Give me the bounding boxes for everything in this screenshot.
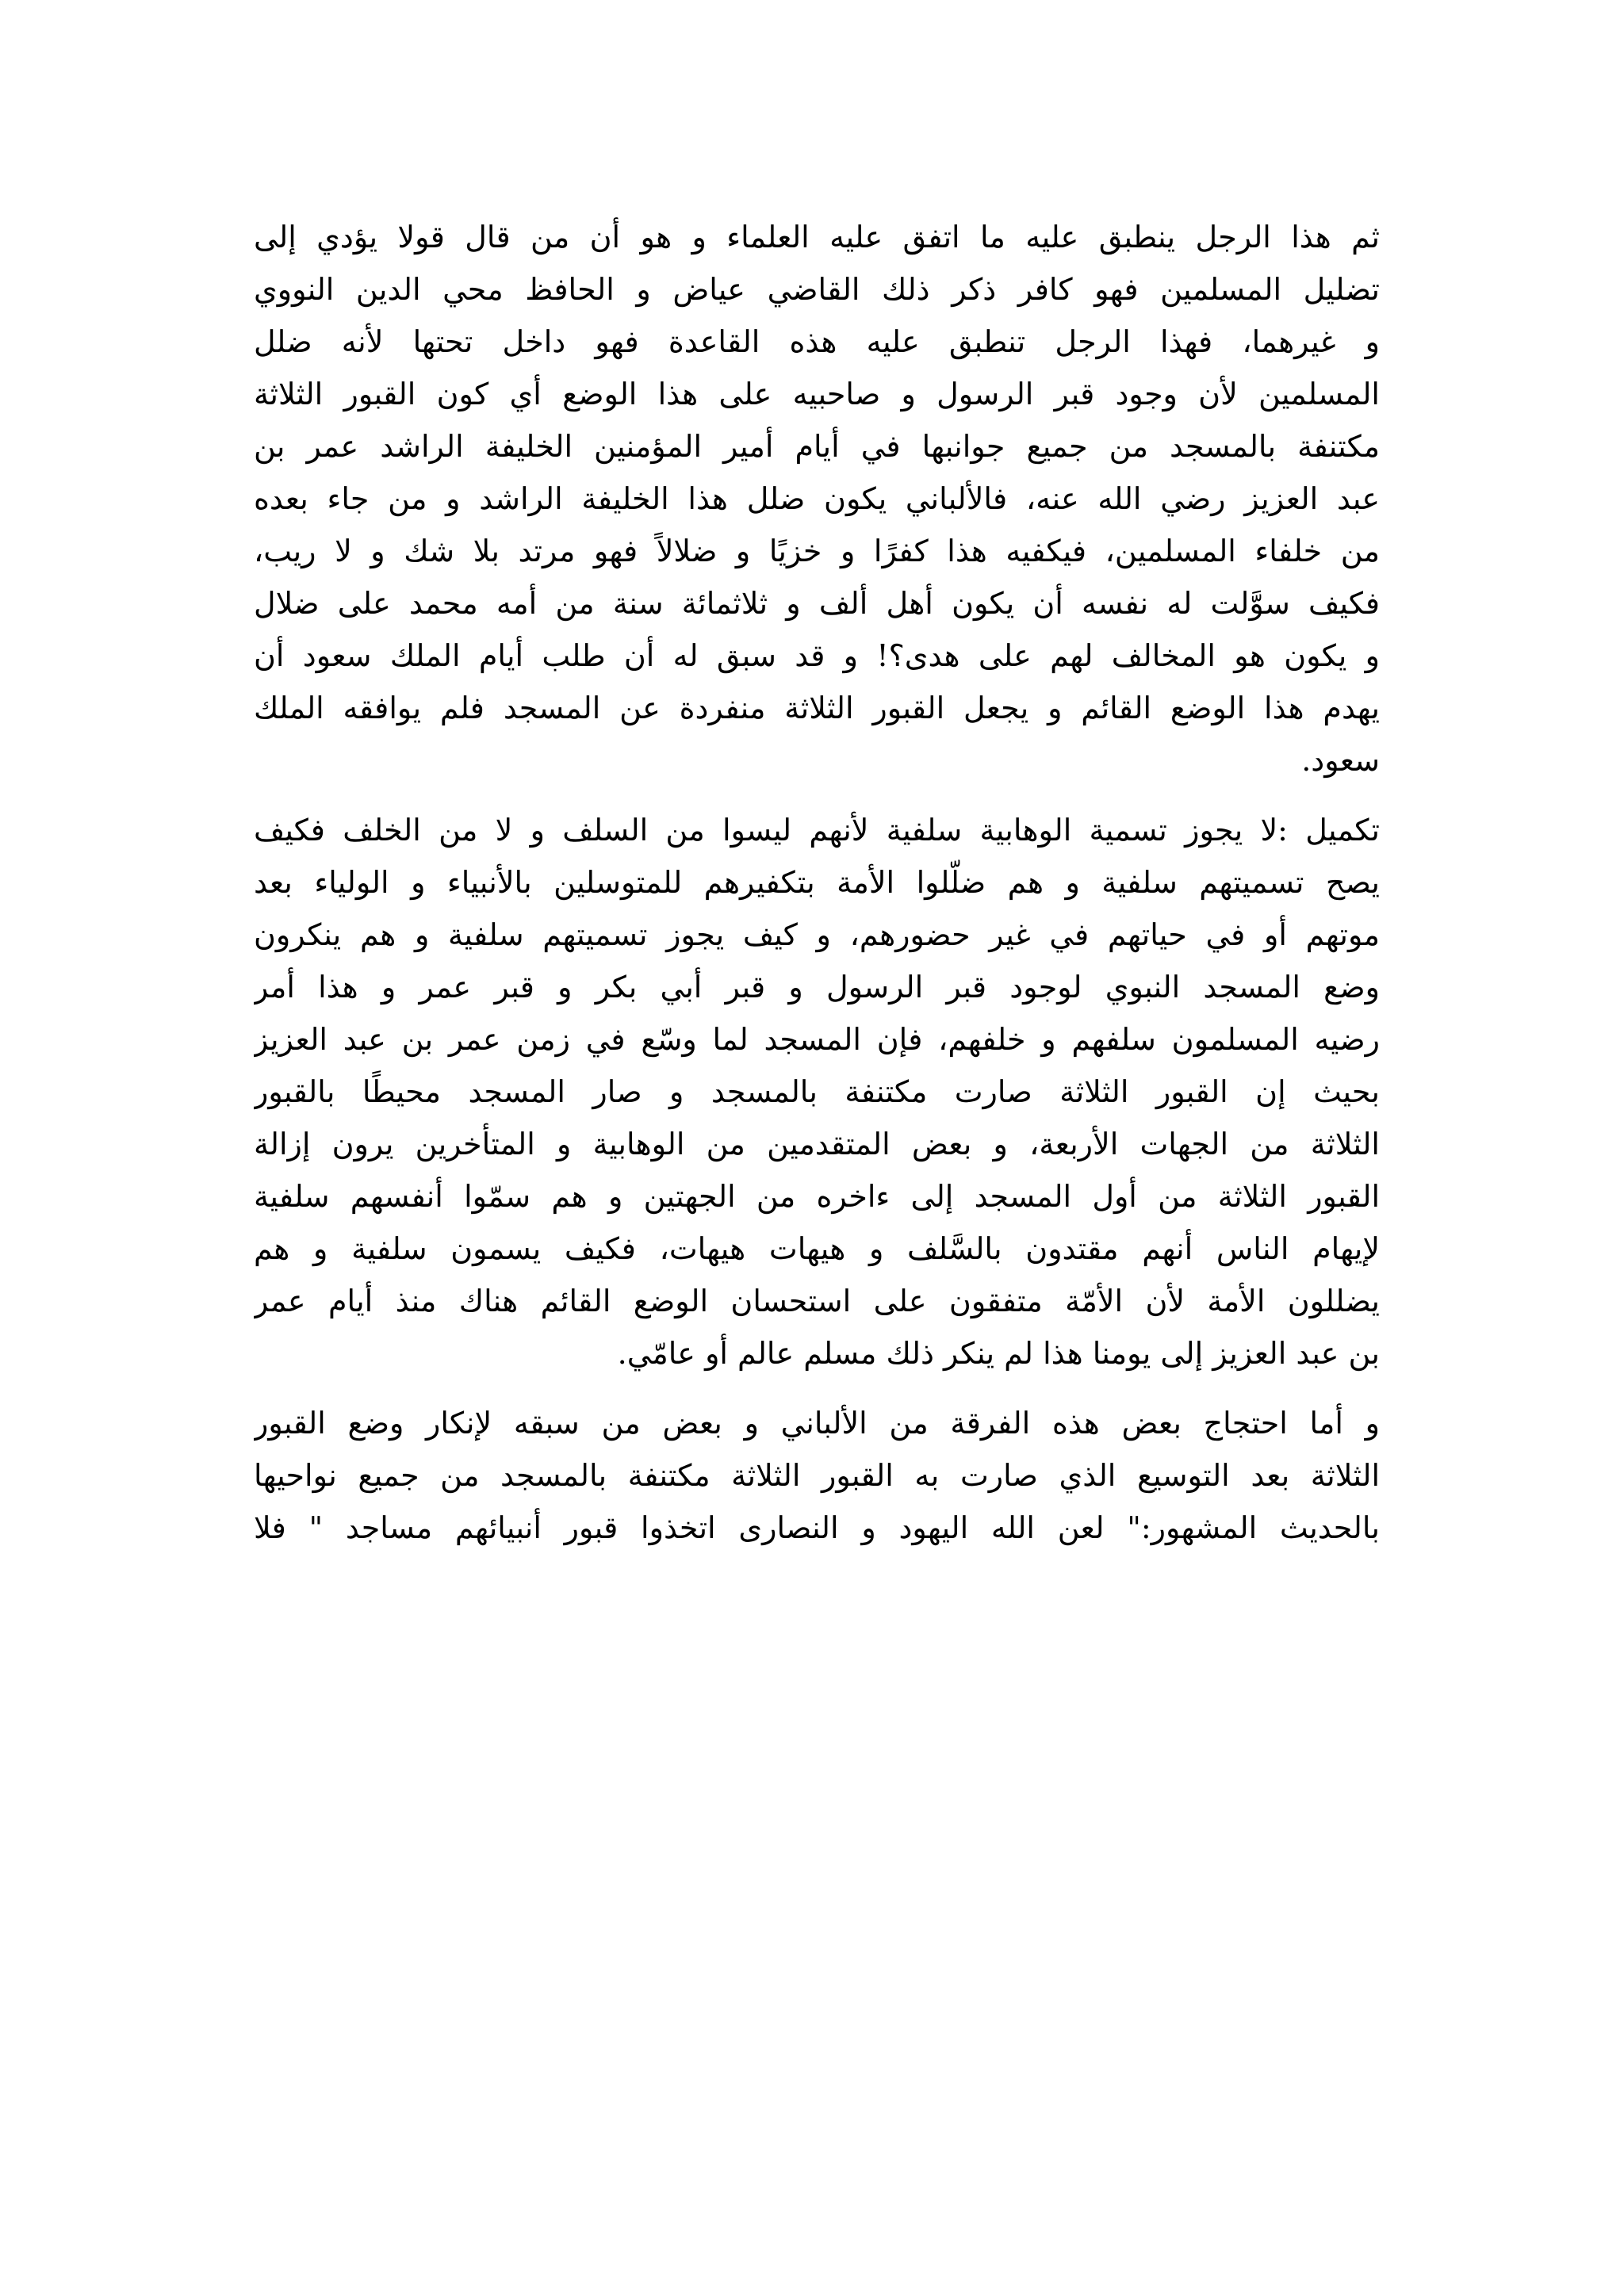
text-line: تضليل المسلمين فهو كافر ذكر ذلك القاضي عياض و الحافظ محي الدين النووي (254, 272, 1380, 307)
text-line: الثلاثة من الجهات الأربعة، و بعض المتقدمين من الوهابية و المتأخرين يرون إزالة (254, 1127, 1380, 1161)
text-line: يضللون الأمة لأن الأمّة متفقون على استحسان الوضع القائم هناك منذ أيام عمر (254, 1284, 1380, 1318)
text-line: وضع المسجد النبوي لوجود قبر الرسول و قبر أبي بكر و قبر عمر و هذا أمر (254, 970, 1380, 1004)
text-line: المسلمين لأن وجود قبر الرسول و صاحبيه على هذا الوضع أي كون القبور الثلاثة (254, 377, 1380, 411)
text-line: بحيث إن القبور الثلاثة صارت مكتنفة بالمسجد و صار المسجد محيطًا بالقبور (254, 1074, 1380, 1109)
paragraph (254, 804, 1380, 1380)
text-line: بالحديث المشهور:" لعن الله اليهود و النصارى اتخذوا قبور أنبيائهم مساجد " فلا (254, 1510, 1380, 1545)
text-line: رضيه المسلمون سلفهم و خلفهم، فإن المسجد لما وسّع في زمن عمر بن عبد العزيز (254, 1022, 1380, 1057)
paragraph-gap (254, 1380, 1380, 1397)
text-line: يهدم هذا الوضع القائم و يجعل القبور الثلاثة منفردة عن المسجد فلم يوافقه الملك (254, 691, 1380, 725)
article-body (254, 211, 1380, 1554)
text-line: و يكون هو المخالف لهم على هدى؟! و قد سبق له أن طلب أيام الملك سعود أن (254, 638, 1380, 673)
text-line: موتهم أو في حياتهم في غير حضورهم، و كيف يجوز تسميتهم سلفية و هم ينكرون (254, 917, 1380, 952)
text-line: و أما احتجاج بعض هذه الفرقة من الألباني و بعض من سبقه لإنكار وضع القبور (254, 1406, 1380, 1441)
paragraph (254, 1397, 1380, 1554)
paragraph-gap (254, 786, 1380, 804)
text-line: القبور الثلاثة من أول المسجد إلى ءاخره من الجهتين و هم سمّوا أنفسهم سلفية (254, 1179, 1380, 1214)
text-line: بن عبد العزيز إلى يومنا هذا لم ينكر ذلك مسلم عالم أو عامّي. (617, 1336, 1380, 1371)
text-line: تكميل :لا يجوز تسمية الوهابية سلفية لأنهم ليسوا من السلف و لا من الخلف فكيف (254, 813, 1380, 848)
text-line: سعود. (1301, 743, 1380, 778)
text-line: مكتنفة بالمسجد من جميع جوانبها في أيام أمير المؤمنين الخليفة الراشد عمر بن (254, 429, 1380, 464)
text-line: من خلفاء المسلمين، فيكفيه هذا كفرًا و خزيًا و ضلالاً فهو مرتد بلا شك و لا ريب، (254, 534, 1380, 568)
text-line: لإيهام الناس أنهم مقتدون بالسَّلف و هيهات هيهات، فكيف يسمون سلفية و هم (254, 1231, 1380, 1266)
text-line: عبد العزيز رضي الله عنه، فالألباني يكون ضلل هذا الخليفة الراشد و من جاء بعده (254, 481, 1380, 516)
text-line: فكيف سوَّلت له نفسه أن يكون أهل ألف و ثلاثمائة سنة من أمه محمد على ضلال (254, 586, 1380, 621)
text-line: يصح تسميتهم سلفية و هم ضلّلوا الأمة بتكفيرهم للمتوسلين بالأنبياء و الولياء بعد (254, 865, 1380, 900)
text-line: ثم هذا الرجل ينطبق عليه ما اتفق عليه العلماء و هو أن من قال قولا يؤدي إلى (254, 220, 1380, 254)
text-line: و غيرهما، فهذا الرجل تنطبق عليه هذه القاعدة فهو داخل تحتها لأنه ضلل (254, 324, 1380, 359)
text-line: الثلاثة بعد التوسيع الذي صارت به القبور الثلاثة مكتنفة بالمسجد من جميع نواحيها (254, 1458, 1380, 1493)
paragraph (254, 211, 1380, 786)
